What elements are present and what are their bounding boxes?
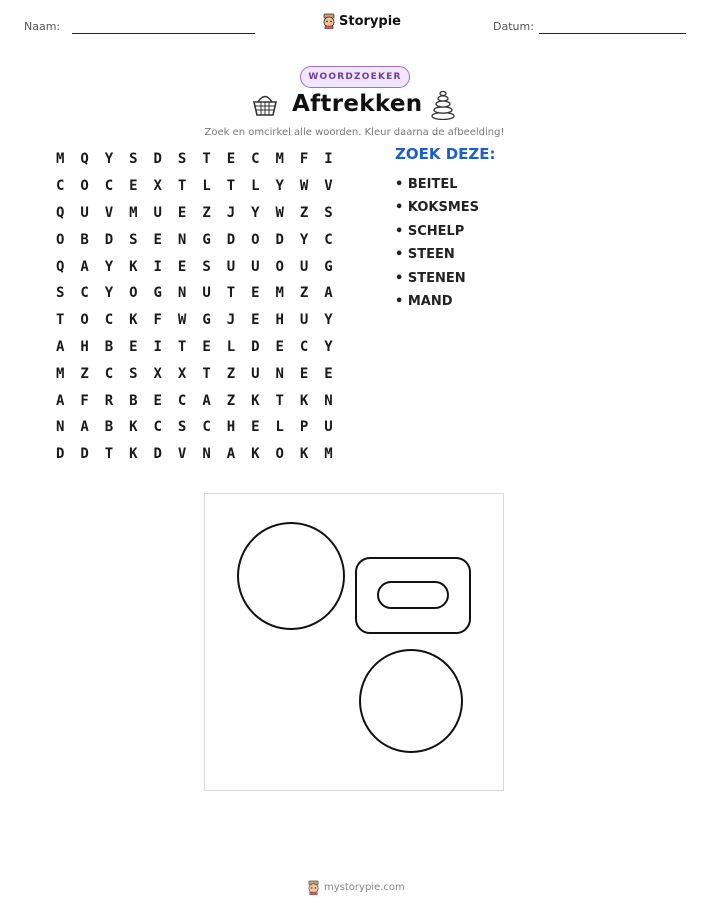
grid-letter[interactable]: O [55,231,65,248]
basket-icon [251,90,279,118]
grid-letter[interactable]: I [324,151,333,168]
grid-letter[interactable]: T [202,365,211,382]
grid-letter[interactable]: K [129,419,138,436]
stones-outline-picture [205,494,503,790]
grid-letter[interactable]: L [275,419,284,436]
grid-letter[interactable]: U [202,285,211,302]
grid-letter[interactable]: O [80,178,89,195]
grid-letter[interactable]: U [251,365,260,382]
grid-row [48,173,341,200]
grid-letter[interactable]: D [153,151,162,168]
grid-letter[interactable]: I [153,338,162,355]
grid-letter[interactable]: M [129,204,138,221]
grid-letter[interactable]: D [226,231,236,248]
round-stone-shape [360,650,462,752]
grid-letter[interactable]: Z [299,204,309,221]
grid-letter[interactable]: Y [299,231,309,248]
grid-letter[interactable]: E [129,338,138,355]
grid-letter[interactable]: M [55,151,65,168]
grid-letter[interactable]: C [104,178,114,195]
grid-letter[interactable]: K [129,312,138,329]
grid-letter[interactable]: L [226,338,236,355]
grid-row [48,280,341,307]
grid-letter[interactable]: X [177,365,187,382]
grid-letter[interactable]: T [177,338,187,355]
grid-letter[interactable]: G [324,258,333,275]
grid-letter[interactable]: N [177,285,187,302]
grid-letter[interactable]: A [80,419,89,436]
grid-letter[interactable]: T [226,178,236,195]
grid-letter[interactable]: N [55,419,65,436]
grid-letter[interactable]: Z [299,285,309,302]
grid-letter[interactable]: A [226,446,236,463]
grid-letter[interactable]: O [129,285,138,302]
grid-letter[interactable]: Y [324,312,333,329]
grid-letter[interactable]: R [104,392,114,409]
grid-letter[interactable]: D [153,446,162,463]
grid-letter[interactable]: K [129,446,138,463]
grid-letter[interactable]: G [153,285,162,302]
grid-letter[interactable]: M [324,446,333,463]
grid-letter[interactable]: K [251,446,260,463]
date-line[interactable] [539,33,686,34]
grid-letter[interactable]: B [129,392,138,409]
grid-letter[interactable]: Z [226,392,236,409]
round-stone-shape [238,523,344,629]
page-title: Aftrekken [292,91,423,117]
grid-letter[interactable]: E [251,312,260,329]
brand-name: Storypie [339,13,401,29]
grid-letter[interactable]: U [226,258,236,275]
name-line[interactable] [72,33,255,34]
word-list [395,145,496,313]
grid-letter[interactable]: E [177,258,187,275]
grid-letter[interactable]: X [153,178,162,195]
grid-letter[interactable]: B [104,419,114,436]
grid-letter[interactable]: Z [226,365,236,382]
grid-letter[interactable]: M [275,285,284,302]
grid-row [48,387,341,414]
grid-letter[interactable]: H [275,312,284,329]
grid-letter[interactable]: E [177,204,187,221]
grid-row [48,200,341,227]
grid-letter[interactable]: L [202,178,211,195]
grid-letter[interactable]: S [202,258,211,275]
grid-letter[interactable]: E [153,231,162,248]
grid-letter[interactable]: M [275,151,284,168]
grid-letter[interactable]: Y [275,178,284,195]
word-list-item: • BEITEL [395,177,458,192]
grid-letter[interactable]: Y [104,258,114,275]
grid-letter[interactable]: U [80,204,89,221]
grid-letter[interactable]: C [55,178,65,195]
grid-letter[interactable]: E [226,151,236,168]
brand-logo [322,13,401,29]
grid-letter[interactable]: C [177,392,187,409]
grid-letter[interactable]: C [299,338,309,355]
grid-letter[interactable]: N [177,231,187,248]
grid-letter[interactable]: E [324,365,333,382]
grid-letter[interactable]: U [251,258,260,275]
grid-letter[interactable]: S [129,365,138,382]
grid-letter[interactable]: D [80,446,89,463]
grid-letter[interactable]: C [104,312,114,329]
grid-letter[interactable]: G [202,312,211,329]
grid-letter[interactable]: S [129,151,138,168]
grid-letter[interactable]: O [80,312,89,329]
grid-letter[interactable]: U [324,419,333,436]
grid-letter[interactable]: X [153,365,162,382]
footer-url: mystorypie.com [324,882,405,893]
grid-row [48,414,341,441]
grid-letter[interactable]: T [55,312,65,329]
grid-letter[interactable]: Y [251,204,260,221]
name-label: Naam: [24,20,61,33]
flat-stone-inner-shape [378,582,448,608]
grid-letter[interactable]: C [251,151,260,168]
grid-letter[interactable]: N [275,365,284,382]
grid-letter[interactable]: T [275,392,284,409]
grid-row [48,226,341,253]
grid-letter[interactable]: K [299,446,309,463]
grid-letter[interactable]: E [275,338,284,355]
grid-letter[interactable]: C [104,365,114,382]
grid-letter[interactable]: D [275,231,284,248]
grid-letter[interactable]: E [202,338,211,355]
grid-letter[interactable]: T [226,285,236,302]
grid-letter[interactable]: J [226,204,236,221]
grid-letter[interactable]: F [80,392,89,409]
grid-letter[interactable]: S [324,204,333,221]
grid-letter[interactable]: F [153,312,162,329]
grid-row [48,146,341,173]
grid-letter[interactable]: O [251,231,260,248]
grid-letter[interactable]: E [251,285,260,302]
instructions: Zoek en omcirkel alle woorden. Kleur daarna de afbeelding! [204,127,505,138]
grid-letter[interactable]: A [55,392,65,409]
grid-letter[interactable]: Q [80,151,89,168]
grid-letter[interactable]: I [153,258,162,275]
stone-stack-icon [430,90,456,120]
worksheet-type-badge: WOORDZOEKER [300,66,410,88]
footer [307,880,405,895]
grid-letter[interactable]: C [202,419,211,436]
grid-letter[interactable]: Y [104,151,114,168]
grid-letter[interactable]: Q [55,204,65,221]
grid-letter[interactable]: A [80,258,89,275]
grid-letter[interactable]: Z [202,204,211,221]
grid-letter[interactable]: Y [324,338,333,355]
grid-letter[interactable]: S [177,419,187,436]
grid-letter[interactable]: C [80,285,89,302]
grid-letter[interactable]: P [299,419,309,436]
grid-letter[interactable]: K [299,392,309,409]
grid-row [48,441,341,468]
grid-letter[interactable]: O [275,258,284,275]
grid-letter[interactable]: N [324,392,333,409]
grid-letter[interactable]: M [55,365,65,382]
storypie-mascot-icon [307,880,320,895]
grid-letter[interactable]: D [251,338,260,355]
grid-letter[interactable]: V [324,178,333,195]
word-list-item: • MAND [395,293,453,309]
date-label: Datum: [493,20,534,33]
grid-row [48,253,341,280]
word-list-title: ZOEK DEZE: [395,145,496,163]
grid-letter[interactable]: U [299,258,309,275]
grid-letter[interactable]: A [55,338,65,355]
grid-letter[interactable]: H [80,338,89,355]
grid-letter[interactable]: V [177,446,187,463]
grid-letter[interactable]: A [324,285,333,302]
word-list-item: • STENEN [395,270,466,286]
word-search-grid [48,146,341,468]
grid-letter[interactable]: L [251,178,260,195]
word-list-item: • SCHELP [395,223,465,239]
coloring-picture[interactable] [204,493,504,791]
grid-row [48,360,341,387]
grid-letter[interactable]: S [177,151,187,168]
grid-letter[interactable]: Y [104,285,114,302]
grid-letter[interactable]: T [202,151,211,168]
grid-letter[interactable]: Q [55,258,65,275]
grid-letter[interactable]: K [129,258,138,275]
grid-letter[interactable]: J [226,312,236,329]
grid-letter[interactable]: F [299,151,309,168]
word-list-item: • KOKSMES [395,200,479,216]
grid-letter[interactable]: C [324,231,333,248]
grid-letter[interactable]: S [55,285,65,302]
grid-letter[interactable]: H [226,419,236,436]
grid-letter[interactable]: S [129,231,138,248]
grid-letter[interactable]: C [153,419,162,436]
grid-letter[interactable]: W [275,204,284,221]
grid-letter[interactable]: G [202,231,211,248]
grid-letter[interactable]: U [153,204,162,221]
word-list-item: • STEEN [395,247,455,263]
grid-letter[interactable]: N [202,446,211,463]
grid-letter[interactable]: D [55,446,65,463]
grid-letter[interactable]: U [299,312,309,329]
grid-letter[interactable]: E [299,365,309,382]
storypie-mascot-icon [322,13,336,29]
grid-letter[interactable]: E [251,419,260,436]
grid-letter[interactable]: B [80,231,89,248]
grid-letter[interactable]: Z [80,365,89,382]
grid-row [48,334,341,361]
grid-letter[interactable]: O [275,446,284,463]
grid-letter[interactable]: B [104,338,114,355]
grid-letter[interactable]: V [104,204,114,221]
grid-letter[interactable]: K [251,392,260,409]
grid-letter[interactable]: T [104,446,114,463]
grid-letter[interactable]: W [299,178,309,195]
grid-letter[interactable]: W [177,312,187,329]
grid-letter[interactable]: A [202,392,211,409]
grid-row [48,307,341,334]
grid-letter[interactable]: D [104,231,114,248]
grid-letter[interactable]: E [153,392,162,409]
grid-letter[interactable]: T [177,178,187,195]
grid-letter[interactable]: E [129,178,138,195]
